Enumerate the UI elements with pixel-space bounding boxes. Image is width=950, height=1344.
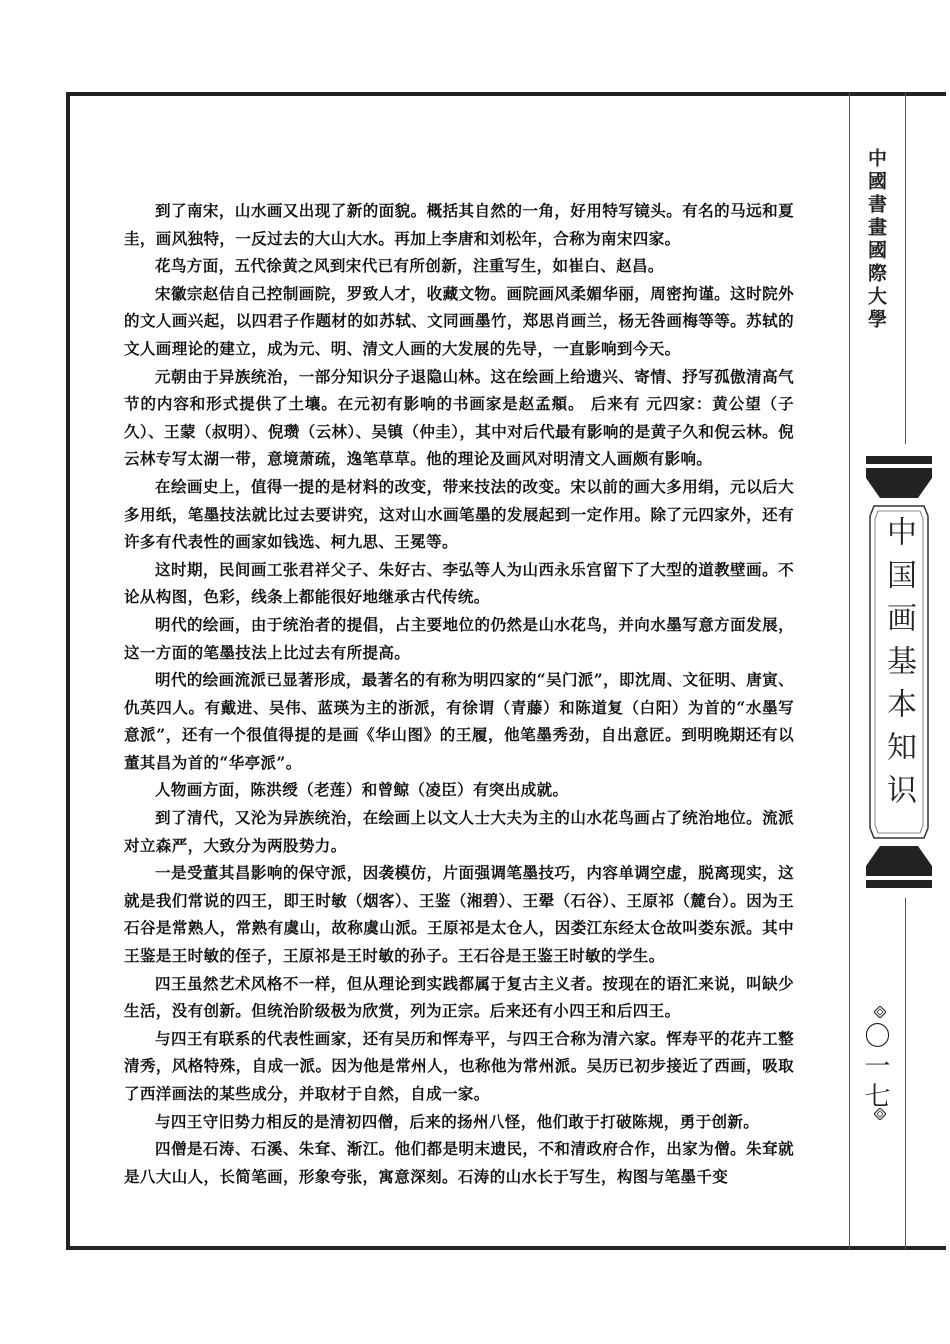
paragraph: 明代的绘画，由于统治者的提倡，占主要地位的仍然是山水花鸟，并向水墨写意方面发展，这一方面的笔墨技法上比过去有所提高。 xyxy=(124,614,794,662)
paragraph: 明代的绘画流派已显著形成，最著名的有称为明四家的“吴门派”，即沈周、文征明、唐寅、仇英四人。有戴进、吴伟、蓝瑛为主的浙派，有徐谓（青藤）和陈道复（白阳）为首的“水墨写意派”，还有一个很值得提的是画《华山图》的王履，他笔墨秀劲，自出意匠。到明晚期还有以董其昌为首的“华亭派”。 xyxy=(124,670,794,772)
page-number: 〇一七 xyxy=(860,1022,890,1112)
book-title-banner xyxy=(866,456,932,888)
paragraph: 一是受董其昌影响的保守派，因袭模仿，片面强调笔墨技巧，内容单调空虚，脱离现实，这就是我们常说的四王，即王时敏（烟客）、王鉴（湘碧）、王翚（石谷）、王原祁（麓台）。因为王石谷是常熟人，常熟有虞山，故称虞山派。王原祁是太仓人，因娄江东经太仓故叫娄东派。其中王鉴是王时敏的侄子，王原祁是王时敏的孙子。王石谷是王鉴王时敏的学生。 xyxy=(124,863,794,966)
paragraph: 宋徽宗赵佶自己控制画院，罗致人才，收藏文物。画院画风柔媚华丽，周密拘谨。这时院外的文人画兴起，以四君子作题材的如苏轼、文同画墨竹，郑思肖画兰，杨无咎画梅等等。苏轼的文人画理论的建立，成为元、明、清文人画的大发展的先导，一直影响到今天。 xyxy=(124,283,794,358)
diamond-icon xyxy=(874,1006,886,1018)
paragraph: 这时期，民间画工张君祥父子、朱好古、李弘等人为山西永乐宫留下了大型的道教壁画。不论从构图，色彩，线条上都能很好地继承古代传统。 xyxy=(124,559,794,607)
sidebar-divider-left xyxy=(849,92,850,1250)
paragraph: 元朝由于异族统治，一部分知识分子退隐山林。这在绘画上给遗兴、寄情、抒写孤傲清高气节的内容和形式提供了土壤。在元初有影响的书画家是赵孟頫。 后来有 元四家：黄公望（子久）、王蒙（叔明）、倪瓒（云林）、吴镇（仲圭），其中对后代最有影响的是黄子久和倪云林。倪云林专写太湖一带，意境萧疏，逸笔草草。他的理论及画风对明清文人画颇有影响。 xyxy=(124,366,794,469)
paragraph: 与四王守旧势力相反的是清初四僧，后来的扬州八怪，他们敢于打破陈规，勇于创新。 xyxy=(155,1111,760,1131)
school-name: 中國書畫國際大學 xyxy=(865,148,887,332)
paragraph: 到了清代，又沦为异族统治，在绘画上以文人士大夫为主的山水花鸟画占了统治地位。流派对立森严，大致分为两股势力。 xyxy=(124,808,794,855)
paragraph: 在绘画史上，值得一提的是材料的改变，带来技法的改变。宋以前的画大多用绢，元以后大多用纸，笔墨技法就比过去要讲究，这对山水画笔墨的发展起到一定作用。除了元四家外，还有许多有代表性的画家如钱选、柯九思、王冕等。 xyxy=(124,476,794,552)
paragraph: 到了南宋，山水画又出现了新的面貌。概括其自然的一角，好用特写镜头。有名的马远和夏圭，画风独特，一反过去的大山大水。再加上李唐和刘松年，合称为南宋四家。 xyxy=(124,201,794,248)
book-title: 中国画基本知识 xyxy=(881,516,916,817)
sidebar-divider-right-top xyxy=(905,92,906,444)
paragraph: 人物画方面，陈洪绶（老莲）和曾鲸（凌臣）有突出成就。 xyxy=(155,780,569,800)
diamond-icon xyxy=(874,1108,886,1120)
banner-bottom-bar xyxy=(866,880,932,888)
paragraph: 四王虽然艺术风格不一样，但从理论到实践都属于复古主义者。按现在的语汇来说，叫缺少生活，没有创新。但统治阶级极为欣赏，列为正宗。后来还有小四王和后四王。 xyxy=(124,973,794,1021)
body-text xyxy=(124,197,794,1190)
paragraph: 四僧是石涛、石溪、朱耷、渐江。他们都是明末遗民，不和清政府合作，出家为僧。朱耷就是八大山人，长简笔画，形象夸张，寓意深刻。石涛的山水长于写生，构图与笔墨千变 xyxy=(124,1139,794,1186)
paragraph: 花鸟方面，五代徐黄之风到宋代已有所创新，注重写生，如崔白、赵昌。 xyxy=(155,256,664,276)
paragraph: 与四王有联系的代表性画家，还有吴历和恽寿平，与四王合称为清六家。恽寿平的花卉工整清秀，风格特殊，自成一派。因为他是常州人，也称他为常州派。吴历已初步接近了西画，吸取了西洋画法的某些成分，并取材于自然，自成一家。 xyxy=(124,1028,794,1103)
sidebar-divider-right-bottom xyxy=(905,898,906,1250)
